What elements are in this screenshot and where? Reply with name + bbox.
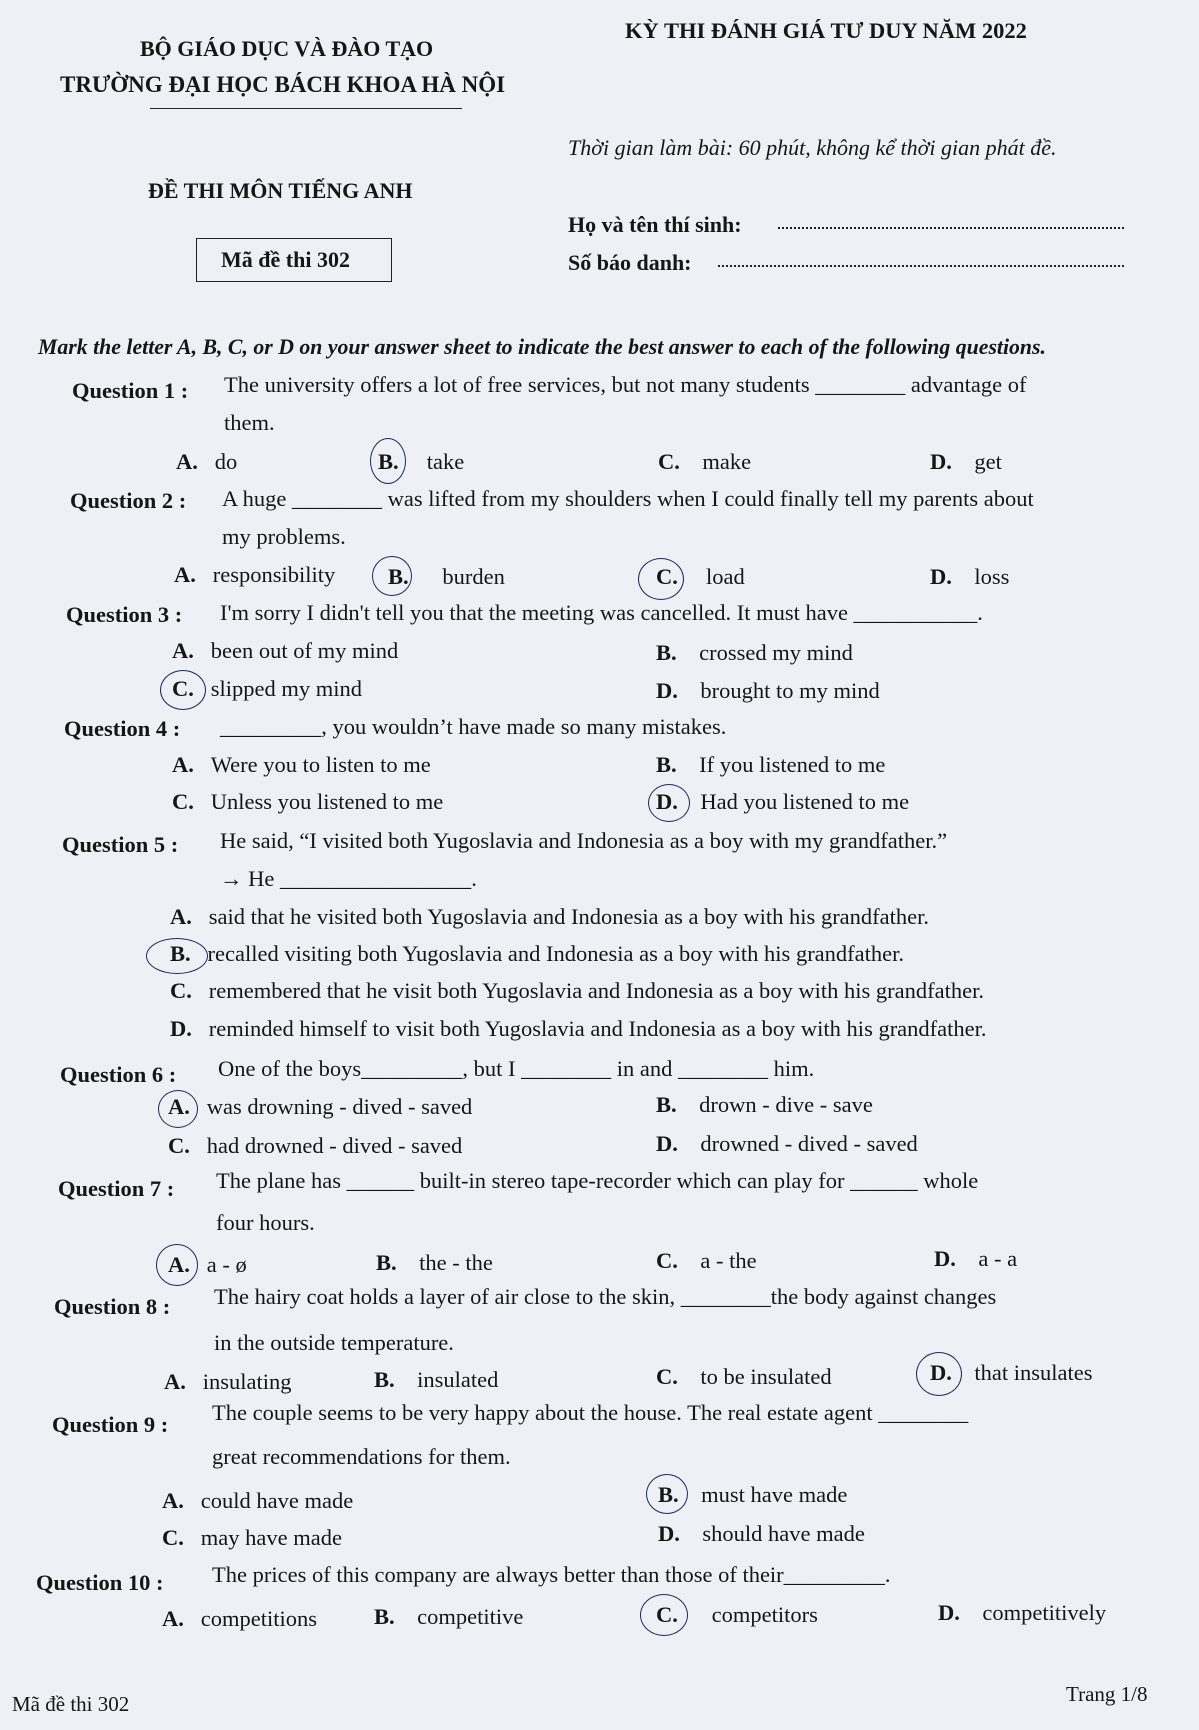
option-b[interactable]: B. If you listened to me	[656, 752, 886, 777]
option-a[interactable]: A. insulating	[164, 1369, 292, 1394]
option-c[interactable]: C. load	[656, 564, 745, 589]
option-c[interactable]: C. slipped my mind	[172, 676, 362, 701]
question-label: Question 1 :	[72, 378, 189, 403]
question-text-cont: great recommendations for them.	[212, 1444, 511, 1469]
answer-circle	[156, 1244, 198, 1286]
university-name: TRƯỜNG ĐẠI HỌC BÁCH KHOA HÀ NỘI	[60, 72, 506, 97]
option-d[interactable]: D. that insulates	[930, 1360, 1093, 1385]
option-a[interactable]: A. could have made	[162, 1488, 354, 1513]
question-label: Question 7 :	[58, 1176, 175, 1201]
question-label: Question 6 :	[60, 1062, 177, 1087]
answer-circle	[372, 556, 412, 596]
option-c[interactable]: C. had drowned - dived - saved	[168, 1133, 463, 1158]
option-c[interactable]: C. make	[658, 449, 752, 474]
answer-circle	[158, 1090, 198, 1128]
question-text-cont: my problems.	[222, 524, 346, 549]
question-text-cont: four hours.	[216, 1210, 315, 1235]
option-a[interactable]: A. was drowning - dived - saved	[168, 1094, 473, 1119]
option-b[interactable]: B. the - the	[376, 1250, 493, 1275]
answer-circle	[370, 438, 406, 484]
question-label: Question 2 :	[70, 488, 187, 513]
option-b[interactable]: B. must have made	[658, 1482, 848, 1507]
question-text: The prices of this company are always better than those of their_________.	[212, 1562, 891, 1587]
question-text: A huge ________ was lifted from my shoulders when I could finally tell my parents about	[222, 486, 1034, 511]
option-d[interactable]: D. should have made	[658, 1521, 865, 1546]
question-text-cont: in the outside temperature.	[214, 1330, 454, 1355]
question-label: Question 4 :	[64, 716, 181, 741]
answer-circle	[646, 1474, 688, 1514]
question-text: He said, “I visited both Yugoslavia and Indonesia as a boy with my grandfather.”	[220, 828, 948, 853]
question-label: Question 9 :	[52, 1412, 169, 1437]
footer-exam-code: Mã đề thi 302	[12, 1692, 130, 1716]
question-text-cont: → He _________________.	[220, 866, 477, 891]
option-c[interactable]: C. Unless you listened to me	[172, 789, 444, 814]
option-d[interactable]: D. drowned - dived - saved	[656, 1131, 918, 1156]
question-label: Question 3 :	[66, 602, 183, 627]
question-text: The couple seems to be very happy about the house. The real estate agent ________	[212, 1400, 969, 1425]
option-c[interactable]: C. competitors	[656, 1602, 818, 1627]
option-a[interactable]: A. been out of my mind	[172, 638, 399, 663]
option-c[interactable]: C. may have made	[162, 1525, 342, 1550]
question-label: Question 10 :	[36, 1570, 164, 1595]
option-b[interactable]: B. take	[378, 449, 465, 474]
question-text: One of the boys_________, but I ________ in and ________ him.	[218, 1056, 815, 1081]
id-label: Số báo danh:	[568, 250, 692, 275]
option-c[interactable]: C. remembered that he visit both Yugoslavia and Indonesia as a boy with his grandfather.	[170, 978, 984, 1003]
question-label: Question 8 :	[54, 1294, 171, 1319]
option-d[interactable]: D. Had you listened to me	[656, 789, 910, 814]
question-text: _________, you wouldn’t have made so many mistakes.	[220, 714, 727, 739]
question-text: The hairy coat holds a layer of air close to the skin, ________the body against changes	[214, 1284, 997, 1309]
answer-circle	[648, 784, 690, 822]
option-c[interactable]: C. to be insulated	[656, 1364, 832, 1389]
question-text: The plane has ______ built-in stereo tape-recorder which can play for ______ whole	[216, 1168, 979, 1193]
exam-code-box	[196, 238, 392, 282]
option-a[interactable]: A. responsibility	[174, 562, 336, 587]
answer-circle	[146, 938, 208, 974]
question-label: Question 5 :	[62, 832, 179, 857]
page-number: Trang 1/8	[1066, 1682, 1148, 1706]
instruction: Mark the letter A, B, C, or D on your answer sheet to indicate the best answer to each of the following questions.	[38, 335, 1046, 359]
option-a[interactable]: A. said that he visited both Yugoslavia and Indonesia as a boy with his grandfather.	[170, 904, 930, 929]
option-b[interactable]: B. insulated	[374, 1367, 499, 1392]
exam-title: KỲ THI ĐÁNH GIÁ TƯ DUY NĂM 2022	[625, 18, 1027, 43]
option-b[interactable]: B. competitive	[374, 1604, 524, 1629]
question-text: The university offers a lot of free services, but not many students ________ advantage of	[224, 372, 1027, 397]
answer-circle	[638, 558, 684, 600]
subject-title: ĐỀ THI MÔN TIẾNG ANH	[148, 178, 413, 203]
time-note: Thời gian làm bài: 60 phút, không kể thời gian phát đề.	[568, 135, 1057, 160]
answer-circle	[640, 1594, 688, 1636]
option-a[interactable]: A. do	[176, 449, 238, 474]
option-d[interactable]: D. a - a	[934, 1246, 1018, 1271]
answer-circle	[160, 670, 206, 710]
option-a[interactable]: A. a - ø	[168, 1252, 247, 1277]
option-d[interactable]: D. brought to my mind	[656, 678, 880, 703]
option-b[interactable]: B. crossed my mind	[656, 640, 853, 665]
option-a[interactable]: A. competitions	[162, 1606, 317, 1631]
ministry-name: BỘ GIÁO DỤC VÀ ĐÀO TẠO	[140, 36, 434, 61]
option-b[interactable]: B. recalled visiting both Yugoslavia and Indonesia as a boy with his grandfather.	[170, 941, 905, 966]
option-d[interactable]: D. competitively	[938, 1600, 1107, 1625]
question-text-cont: them.	[224, 410, 275, 435]
question-text: I'm sorry I didn't tell you that the meeting was cancelled. It must have ___________.	[220, 600, 983, 625]
header-underline	[150, 108, 462, 109]
exam-code: Mã đề thi 302	[221, 247, 350, 272]
option-d[interactable]: D. reminded himself to visit both Yugoslavia and Indonesia as a boy with his grandfather.	[170, 1016, 987, 1041]
option-d[interactable]: D. loss	[930, 564, 1010, 589]
name-label: Họ và tên thí sinh:	[568, 212, 742, 237]
option-b[interactable]: B. burden	[388, 564, 505, 589]
option-c[interactable]: C. a - the	[656, 1248, 757, 1273]
option-a[interactable]: A. Were you to listen to me	[172, 752, 431, 777]
name-field[interactable]	[778, 226, 1124, 229]
answer-circle	[916, 1352, 962, 1396]
option-b[interactable]: B. drown - dive - save	[656, 1092, 873, 1117]
id-field[interactable]	[718, 264, 1124, 267]
option-d[interactable]: D. get	[930, 449, 1002, 474]
